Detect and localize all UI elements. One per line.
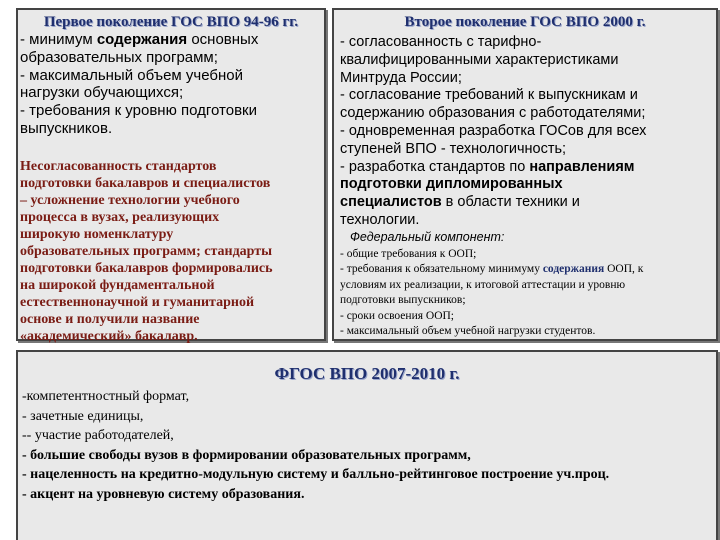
note-line: естественнонаучной и гуманитарной [20,295,255,310]
note-line: процесса в вузах, реализующих [20,210,220,225]
list-item: - зачетные единицы, [22,408,144,424]
first-generation-note [20,158,273,345]
list-item: - нацеленность на кредитно-модульную систему и балльно-рейтинговое построение уч.проц. [22,467,610,482]
list-item: образовательных программ; [20,48,218,66]
list-item: технологии. [340,211,420,228]
list-item: - согласованность с тарифно- [340,34,542,50]
second-generation-header: Второе поколение ГОС ВПО 2000 г. [404,14,646,30]
fgos-header: ФГОС ВПО 2007-2010 г. [274,364,460,383]
list-item: содержанию образования с работодателями; [340,105,646,122]
list-item: - согласование требований к выпускникам и [340,87,638,104]
first-generation-list [20,31,258,138]
list-item: - разработка стандартов по направлениям [340,158,635,175]
list-item: - одновременная разработка ГОСов для всех [340,122,647,139]
note-line: Несогласованность стандартов [20,159,217,174]
note-line: подготовки бакалавров и специалистов [20,176,271,191]
note-line: – усложнение технологии учебного [20,193,240,208]
list-item: - максимальный объем учебной нагрузки студентов. [340,325,596,338]
list-item: нагрузки обучающихся; [20,84,184,102]
first-generation-panel [16,8,326,344]
note-line: основе и получили название [20,312,200,327]
fgos-list [22,387,609,504]
federal-component-list [340,247,643,339]
list-item: выпускников. [20,119,113,137]
list-item: Минтруда России; [340,69,462,86]
list-item: условиям их реализации, к итоговой аттестации и уровню [340,278,626,291]
note-line: образовательных программ; стандарты [20,244,273,259]
fgos-panel [16,350,718,540]
list-item: - требования к обязательному минимуму содержания ООП, к [340,263,644,276]
list-item: специалистов в области техники и [340,194,580,211]
note-line: «академический» бакалавр. [20,329,198,344]
list-item: - требования к уровню подготовки [20,102,257,120]
note-line: широкую номенклатуру [20,227,174,242]
list-item: -компетентностный формат, [22,389,190,404]
list-item: квалифицированными характеристиками [340,51,619,68]
first-generation-header: Первое поколение ГОС ВПО 94-96 гг. [43,14,299,30]
list-item: - общие требования к ООП; [340,248,477,260]
note-line: на широкой фундаментальной [20,278,215,293]
list-item: - сроки освоения ООП; [340,309,454,322]
list-item: - большие свободы вузов в формировании образовательных программ, [22,447,471,463]
list-item: подготовки выпускников; [340,294,466,307]
list-item: -- участие работодателей, [22,428,174,443]
list-item: подготовки дипломированных [340,176,563,193]
list-item: - максимальный объем учебной [20,66,243,84]
list-item: ступеней ВПО - технологичность; [340,140,567,157]
list-item: - минимум содержания основных [20,31,259,48]
second-generation-list [340,34,646,230]
second-generation-panel [332,8,718,341]
federal-component-title: Федеральный компонент: [350,230,505,244]
list-item: - акцент на уровневую систему образования. [22,486,305,502]
note-line: подготовки бакалавров формировались [20,261,273,276]
